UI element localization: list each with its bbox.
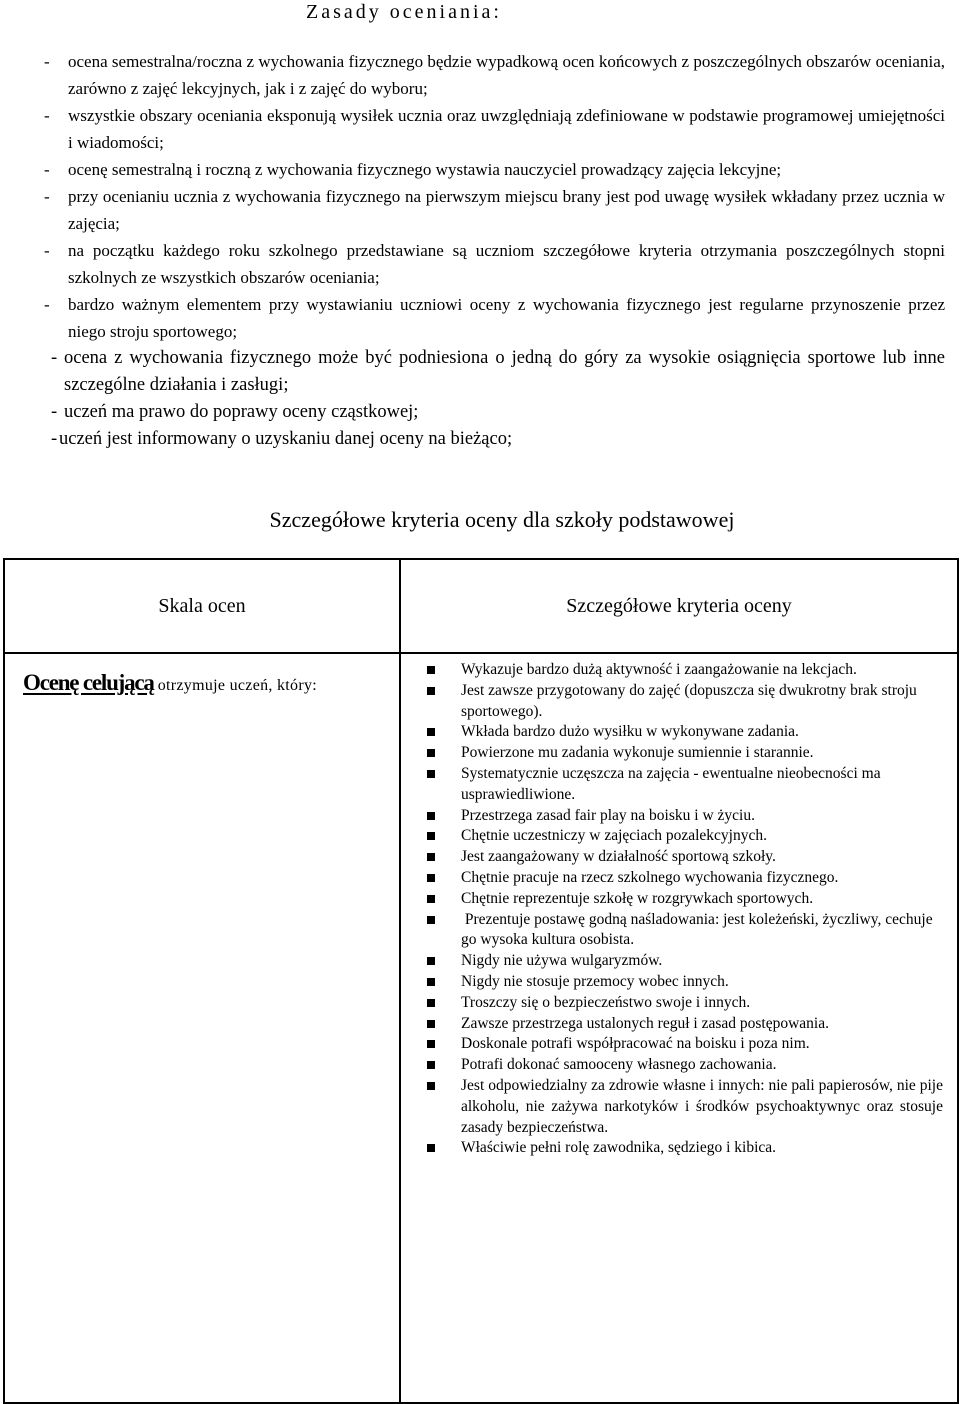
- criteria-list: [401, 654, 957, 1159]
- rule-text: ocenę semestralną i roczną z wychowania fizycznego wystawia nauczyciel prowadzący zajęcia lekcyjne;: [68, 160, 782, 179]
- rule-dash: -: [51, 429, 58, 449]
- list-item: Nigdy nie stosuje przemocy wobec innych.: [461, 972, 943, 993]
- grade-description: otrzymuje uczeń, który:: [157, 677, 318, 694]
- grading-rules-list: [0, 48, 960, 453]
- list-item: Wykazuje bardzo dużą aktywność i zaangażowanie na lekcjach.: [461, 660, 943, 681]
- rule-text: ocena z wychowania fizycznego może być podniesiona o jedną do góry za wysokie osiągnięcia sportowe lub inne szczególne działania i zasługi;: [64, 348, 945, 395]
- square-bullet-icon: [427, 687, 435, 695]
- rule-dash: -: [44, 187, 50, 206]
- square-bullet-icon: [427, 957, 435, 965]
- list-item: Powierzone mu zadania wykonuje sumiennie i starannie.: [461, 743, 943, 764]
- square-bullet-icon: [427, 895, 435, 903]
- list-item: Troszczy się o bezpieczeństwo swoje i innych.: [461, 993, 943, 1014]
- square-bullet-icon: [427, 770, 435, 778]
- list-item: Potrafi dokonać samooceny własnego zachowania.: [461, 1055, 943, 1076]
- rule-text: uczeń jest informowany o uzyskaniu danej oceny na bieżąco;: [59, 429, 513, 449]
- header-scale: Skala ocen: [4, 559, 400, 653]
- square-bullet-icon: [427, 728, 435, 736]
- list-item: Chętnie reprezentuje szkołę w rozgrywkach sportowych.: [461, 889, 943, 910]
- rule-text: na początku każdego roku szkolnego przedstawiane są uczniom szczegółowe kryteria otrzymania poszczególnych stopni szkolnych ze wszystkich obszarów oceniania;: [68, 241, 945, 287]
- rule-dash: -: [51, 348, 58, 368]
- rule-item: [0, 426, 960, 453]
- rule-item: [0, 156, 960, 183]
- list-item: Systematycznie uczęszcza na zajęcia - ewentualne nieobecności ma usprawiedliwione.: [461, 764, 943, 806]
- rule-dash: -: [44, 52, 50, 71]
- square-bullet-icon: [427, 1144, 435, 1152]
- rule-item: [0, 399, 960, 426]
- header-criteria: Szczegółowe kryteria oceny: [400, 559, 958, 653]
- square-bullet-icon: [427, 749, 435, 757]
- list-item: Zawsze przestrzega ustalonych reguł i zasad postępowania.: [461, 1014, 943, 1035]
- square-bullet-icon: [427, 832, 435, 840]
- list-item: Prezentuje postawę godną naśladowania: jest koleżeński, życzliwy, cechuje go wysoka kultura osobista.: [461, 910, 943, 952]
- square-bullet-icon: [427, 978, 435, 986]
- list-item: Właściwie pełni rolę zawodnika, sędziego i kibica.: [461, 1138, 943, 1159]
- rule-text: przy ocenianiu ucznia z wychowania fizycznego na pierwszym miejscu brany jest pod uwagę wysiłek wkładany przez ucznia w zajęcia;: [68, 187, 945, 233]
- list-item: Chętnie uczestniczy w zajęciach pozalekcyjnych.: [461, 826, 943, 847]
- rule-item: [0, 291, 960, 345]
- square-bullet-icon: [427, 1020, 435, 1028]
- rule-item: [0, 102, 960, 156]
- list-item: Jest odpowiedzialny za zdrowie własne i innych: nie pali papierosów, nie pije alkoholu, nie zażywa narkotyków i środków psychoaktywnyc oraz stosuje zasady bezpieczeństwa.: [461, 1076, 943, 1138]
- rule-text: ocena semestralna/roczna z wychowania fizycznego będzie wypadkową ocen końcowych z poszczególnych obszarów oceniania, zarówno z zajęć lekcyjnych, jak i z zajęć do wyboru;: [68, 52, 945, 98]
- criteria-cell: [400, 653, 958, 1403]
- rule-item: [0, 183, 960, 237]
- rule-dash: -: [44, 160, 50, 179]
- square-bullet-icon: [427, 853, 435, 861]
- list-item: Chętnie pracuje na rzecz szkolnego wychowania fizycznego.: [461, 868, 943, 889]
- list-item: Jest zaangażowany w działalność sportową szkoły.: [461, 847, 943, 868]
- square-bullet-icon: [427, 1082, 435, 1090]
- list-item: Wkłada bardzo dużo wysiłku w wykonywane zadania.: [461, 722, 943, 743]
- list-item: Nigdy nie używa wulgaryzmów.: [461, 951, 943, 972]
- rule-item: [0, 48, 960, 102]
- table-header-row: [4, 559, 958, 653]
- grade-cell: [4, 653, 400, 1403]
- page-title: Zasady oceniania:: [306, 1, 502, 23]
- rule-item: [0, 345, 960, 399]
- rule-text: uczeń ma prawo do poprawy oceny cząstkowej;: [64, 402, 419, 422]
- rule-dash: -: [44, 295, 50, 314]
- rule-dash: -: [44, 106, 50, 125]
- grade-name: Ocenę celującą: [23, 670, 154, 695]
- rule-dash: -: [51, 402, 58, 422]
- criteria-table: [3, 558, 959, 1404]
- section-heading: Szczegółowe kryteria oceny dla szkoły podstawowej: [269, 507, 735, 532]
- list-item: Przestrzega zasad fair play na boisku i w życiu.: [461, 806, 943, 827]
- table-row: [4, 653, 958, 1403]
- list-item: Jest zawsze przygotowany do zajęć (dopuszcza się dwukrotny brak stroju sportowego).: [461, 681, 943, 723]
- square-bullet-icon: [427, 666, 435, 674]
- square-bullet-icon: [427, 916, 435, 924]
- rule-item: [0, 237, 960, 291]
- square-bullet-icon: [427, 999, 435, 1007]
- square-bullet-icon: [427, 1061, 435, 1069]
- square-bullet-icon: [427, 1040, 435, 1048]
- rule-text: wszystkie obszary oceniania eksponują wysiłek ucznia oraz uwzględniają zdefiniowane w podstawie programowej umiejętności i wiadomości;: [68, 106, 945, 152]
- list-item: Doskonale potrafi współpracować na boisku i poza nim.: [461, 1034, 943, 1055]
- square-bullet-icon: [427, 874, 435, 882]
- rule-text: bardzo ważnym elementem przy wystawianiu uczniowi oceny z wychowania fizycznego jest regularne przynoszenie przez niego stroju sportowego;: [68, 295, 945, 341]
- rule-dash: -: [44, 241, 50, 260]
- square-bullet-icon: [427, 812, 435, 820]
